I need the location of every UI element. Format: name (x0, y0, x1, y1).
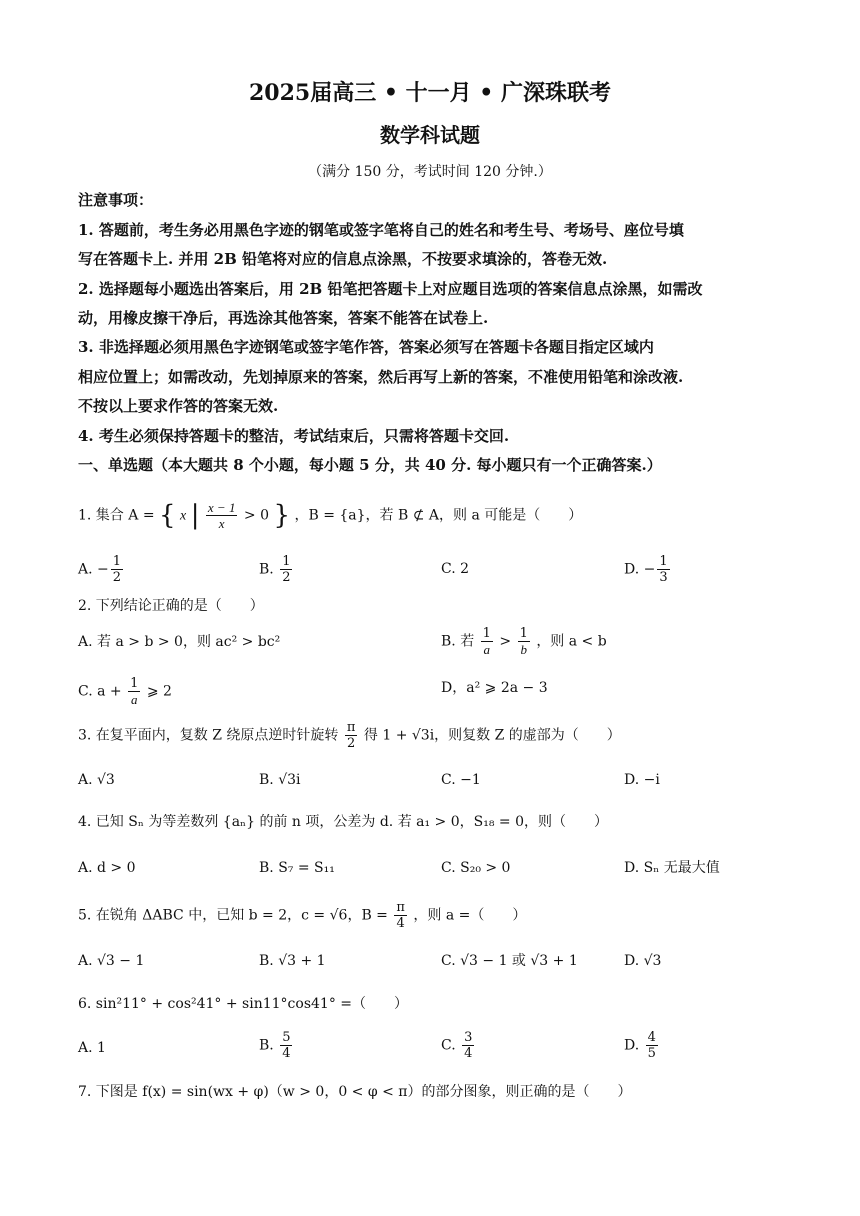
q1-option-c: C. 2 (441, 561, 470, 577)
fraction (280, 1030, 292, 1061)
note-line: 4. 考生必须保持答题卡的整洁，考试结束后，只需将答题卡交回. (78, 427, 510, 445)
q5-option-d: D. √3 (624, 953, 662, 969)
q6-option-b (259, 1030, 294, 1061)
q5-option-b: B. √3 + 1 (259, 953, 326, 969)
q3-option-d: D. −i (624, 772, 660, 788)
q6-option-c (441, 1030, 476, 1061)
option-label: A. (78, 561, 93, 578)
section-heading: 一、单选题（本大题共 8 个小题，每小题 5 分，共 40 分. 每小题只有一个正确答案.） (78, 456, 662, 474)
fraction (646, 1030, 658, 1061)
question-3 (78, 720, 621, 751)
q1-frac-num: x − 1 (207, 500, 236, 515)
fraction (345, 720, 358, 751)
frac-den: 3 (659, 570, 668, 585)
q4-option-b: B. S₇ = S₁₁ (259, 860, 335, 876)
q1-fraction (206, 500, 238, 531)
q4-option-d: D. Sₙ 无最大值 (624, 860, 720, 876)
option-label: C. (441, 1037, 456, 1054)
sign: − (97, 561, 109, 578)
note-line: 动，用橡皮擦干净后，再选涂其他答案，答案不能答在试卷上. (78, 309, 489, 327)
q1-option-d (624, 554, 672, 585)
q3-suffix: 得 1 + √3i，则复数 Z 的虚部为（ ） (363, 727, 621, 744)
fraction (481, 626, 493, 657)
fraction (657, 554, 669, 585)
frac-den: a (130, 692, 138, 707)
option-label: B. (259, 1037, 274, 1054)
frac-den: 4 (396, 916, 405, 931)
frac-den: b (520, 642, 527, 657)
notes-heading: 注意事项： (78, 191, 154, 209)
q1-option-b (259, 554, 294, 585)
question-5 (78, 900, 526, 931)
subject-title: 数学科试题 (380, 123, 480, 147)
fraction (394, 900, 407, 931)
q5-option-a: A. √3 − 1 (78, 953, 145, 969)
gt-sign: > (499, 633, 512, 650)
q5-prefix: 5. 在锐角 ΔABC 中，已知 b = 2，c = √6，B = (78, 907, 388, 924)
fraction (462, 1030, 474, 1061)
note-line: 3. 非选择题必须用黑色字迹钢笔或签字笔作答，答案必须写在答题卡各题目指定区域内 (78, 338, 654, 356)
option-text: ，则 a < b (536, 633, 607, 650)
q1-option-a (78, 554, 125, 585)
q6-option-d (624, 1030, 660, 1061)
fraction (111, 554, 123, 585)
fraction (128, 676, 140, 707)
exam-title: 2025届高三 • 十一月 • 广深珠联考 (249, 80, 611, 106)
q3-option-c: C. −1 (441, 772, 481, 788)
option-text: ⩾ 2 (146, 683, 172, 700)
question-2: 2. 下列结论正确的是（ ） (78, 598, 264, 614)
frac-den: 5 (647, 1046, 656, 1061)
frac-num: 1 (659, 554, 668, 569)
q2-option-b (441, 626, 607, 657)
note-line: 不按以上要求作答的答案无效. (78, 397, 279, 415)
q5-suffix: ，则 a =（ ） (413, 907, 527, 924)
frac-num: 1 (130, 676, 139, 691)
note-line: 2. 选择题每小题选出答案后，用 2B 铅笔把答题卡上对应题目选项的答案信息点涂黑，如需改 (78, 280, 703, 298)
note-line: 相应位置上；如需改动，先划掉原来的答案，然后再写上新的答案，不准使用铅笔和涂改液. (78, 368, 684, 386)
frac-num: 3 (464, 1030, 473, 1045)
q3-option-a: A. √3 (78, 772, 115, 788)
q1-suffix: ，B = {a}，若 B ⊄ A，则 a 可能是（ ） (294, 507, 583, 524)
q2-option-a: A. 若 a > b > 0，则 ac² > bc² (78, 634, 281, 650)
frac-num: π (346, 720, 356, 735)
note-line: 写在答题卡上. 并用 2B 铅笔将对应的信息点涂黑，不按要求填涂的，答卷无效. (78, 250, 608, 268)
option-label: B. (259, 561, 274, 578)
q1-gt: > 0 (243, 507, 269, 524)
question-7: 7. 下图是 f(x) = sin(wx + φ)（w > 0，0 < φ < π）的部分图象，则正确的是（ ） (78, 1084, 632, 1100)
q1-prefix: 1. 集合 A = (78, 507, 155, 524)
q4-option-c: C. S₂₀ > 0 (441, 860, 511, 876)
note-line: 1. 答题前，考生务必用黑色字迹的钢笔或签字笔将自己的姓名和考生号、考场号、座位号填 (78, 221, 684, 239)
q5-option-c: C. √3 − 1 或 √3 + 1 (441, 953, 578, 969)
frac-den: 2 (112, 570, 122, 585)
sign: − (643, 561, 656, 578)
q6-option-a: A. 1 (78, 1040, 106, 1056)
frac-num: 5 (282, 1030, 291, 1045)
q2-option-d: D，a² ⩾ 2a − 3 (441, 680, 548, 696)
left-brace: { (159, 500, 176, 531)
bar: | (190, 500, 200, 531)
q1-frac-den: x (218, 516, 225, 531)
q2-option-c (78, 676, 172, 707)
frac-num: 1 (282, 554, 291, 569)
q3-option-b: B. √3i (259, 772, 301, 788)
q3-prefix: 3. 在复平面内，复数 Z 绕原点逆时针旋转 (78, 727, 339, 744)
q4-option-a: A. d > 0 (78, 860, 136, 876)
option-label: C. a + (78, 683, 122, 700)
frac-den: 2 (282, 570, 291, 585)
frac-num: 1 (112, 554, 122, 569)
question-1 (78, 500, 582, 531)
right-brace: } (273, 500, 290, 531)
frac-den: 4 (282, 1046, 291, 1061)
frac-den: 2 (347, 736, 356, 751)
exam-info: （满分 150 分，考试时间 120 分钟.） (308, 164, 552, 180)
frac-den: a (483, 642, 491, 657)
question-4: 4. 已知 Sₙ 为等差数列 {aₙ} 的前 n 项，公差为 d. 若 a₁ > 0，S₁₈ = 0，则（ ） (78, 814, 609, 830)
frac-num: 4 (647, 1030, 656, 1045)
fraction (280, 554, 292, 585)
frac-num: π (396, 900, 405, 915)
fraction (518, 626, 530, 657)
q1-set-var: x (180, 508, 187, 524)
option-label: D. (624, 1037, 640, 1054)
frac-num: 1 (482, 626, 491, 641)
frac-den: 4 (464, 1046, 473, 1061)
question-6: 6. sin²11° + cos²41° + sin11°cos41° =（ ） (78, 996, 408, 1012)
option-label: B. 若 (441, 633, 475, 650)
option-label: D. (624, 561, 640, 578)
frac-num: 1 (519, 626, 528, 641)
